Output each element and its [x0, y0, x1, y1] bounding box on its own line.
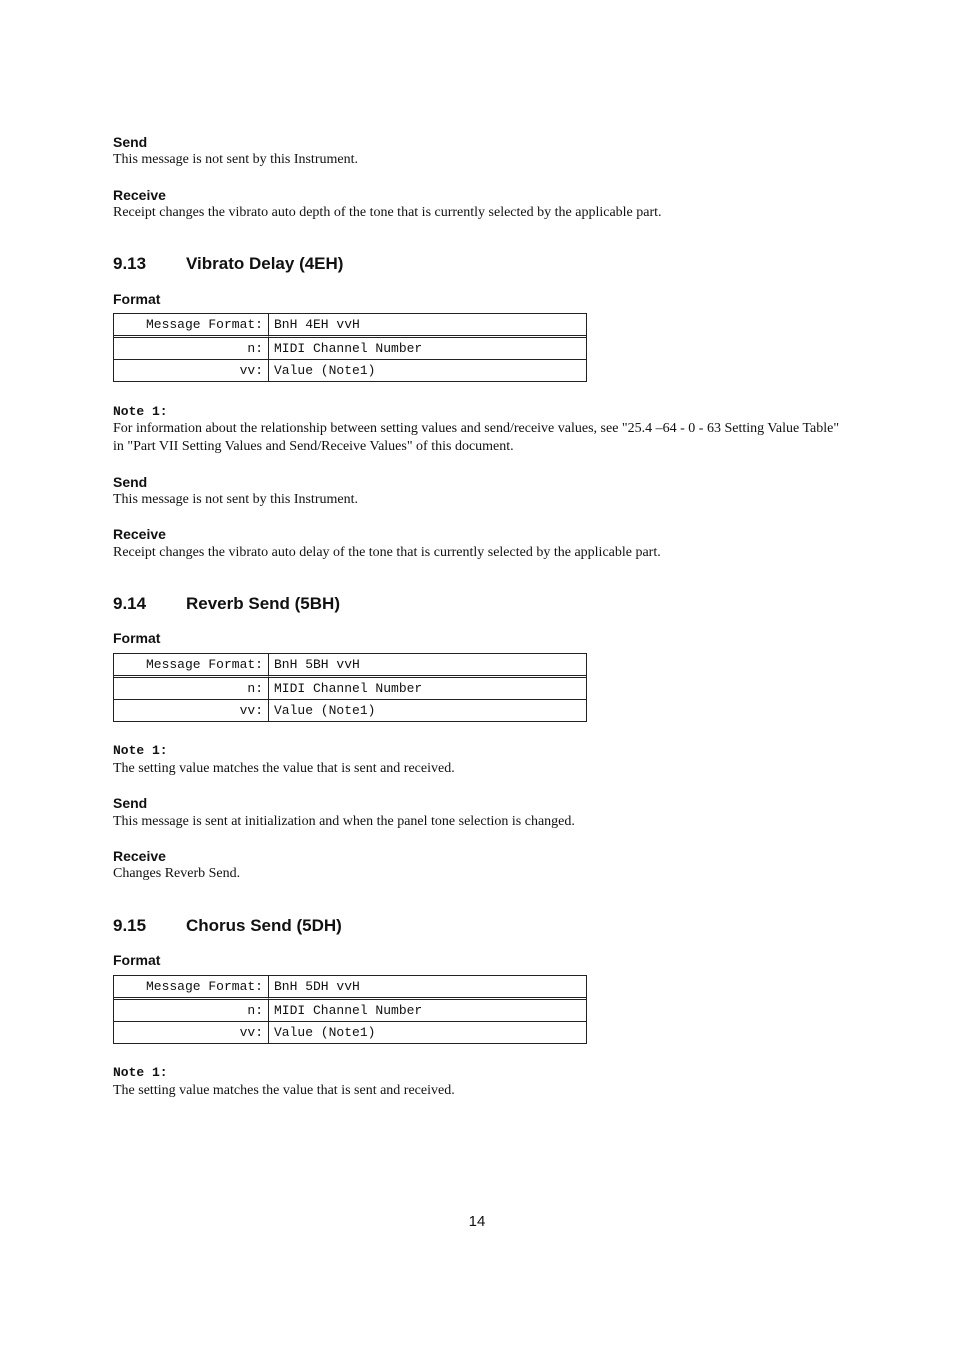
page-number: 14 [468, 1213, 486, 1230]
table-row [114, 700, 586, 721]
receive-text: Changes Reverb Send. [113, 866, 241, 881]
section-number: 9.13 [113, 254, 147, 273]
table-row [114, 338, 586, 360]
send-heading: Send [113, 795, 148, 811]
table-row [114, 976, 586, 1000]
section-title-text: Vibrato Delay (4EH) [186, 254, 344, 273]
note-label: Note 1: [113, 1065, 168, 1080]
field-value: MIDI Channel Number [269, 338, 586, 360]
section-title-9-15 [113, 915, 342, 937]
field-value: Value (Note1) [274, 1025, 376, 1040]
receive-heading: Receive [113, 848, 166, 864]
field-value: BnH 4EH vvH [269, 314, 586, 338]
field-value: Value (Note1) [274, 703, 376, 718]
field-key: Message Format: [114, 976, 269, 1000]
field-key: Message Format: [114, 654, 269, 678]
send-heading: Send [113, 134, 148, 150]
field-key: vv: [114, 360, 269, 381]
format-table-9-14 [113, 653, 587, 722]
field-value: Value (Note1) [274, 363, 376, 378]
field-key: vv: [114, 1022, 269, 1043]
field-key: n: [114, 1000, 269, 1022]
field-value: BnH 5DH vvH [269, 976, 586, 1000]
field-key: n: [114, 678, 269, 700]
send-text: This message is not sent by this Instrument. [113, 492, 358, 507]
section-number: 9.15 [113, 916, 147, 935]
table-row [114, 1000, 586, 1022]
table-row [114, 314, 586, 338]
table-row [114, 654, 586, 678]
receive-heading: Receive [113, 526, 166, 542]
table-row [114, 1022, 586, 1043]
format-heading: Format [113, 952, 161, 968]
field-key: Message Format: [114, 314, 269, 338]
receive-text: Receipt changes the vibrato auto delay of the tone that is currently selected by the applicable part. [113, 545, 661, 560]
note-text: For information about the relationship between setting values and send/receive values, see "25.4 –64 - 0 - 63 Setting Value Table" in "Part VII Setting Values and Send/Receive Values" of this document. [113, 421, 840, 454]
field-value: MIDI Channel Number [269, 678, 586, 700]
receive-heading: Receive [113, 187, 166, 203]
section-title-text: Reverb Send (5BH) [186, 594, 340, 613]
section-title-9-14 [113, 593, 340, 615]
note-text: The setting value matches the value that is sent and received. [113, 761, 455, 776]
table-row [114, 360, 586, 381]
send-text: This message is sent at initialization and when the panel tone selection is changed. [113, 814, 575, 829]
format-heading: Format [113, 291, 161, 307]
note-label: Note 1: [113, 743, 168, 758]
format-heading: Format [113, 630, 161, 646]
format-table-9-15 [113, 975, 587, 1044]
field-key: n: [114, 338, 269, 360]
send-heading: Send [113, 474, 148, 490]
note-text: The setting value matches the value that is sent and received. [113, 1083, 455, 1098]
section-number: 9.14 [113, 594, 147, 613]
field-value: MIDI Channel Number [269, 1000, 586, 1022]
section-title-text: Chorus Send (5DH) [186, 916, 342, 935]
field-value: BnH 5BH vvH [269, 654, 586, 678]
format-table-9-13 [113, 313, 587, 382]
note-label: Note 1: [113, 404, 168, 419]
table-row [114, 678, 586, 700]
send-text: This message is not sent by this Instrument. [113, 152, 358, 167]
receive-text: Receipt changes the vibrato auto depth of the tone that is currently selected by the applicable part. [113, 205, 662, 220]
section-title-9-13 [113, 253, 343, 275]
field-key: vv: [114, 700, 269, 721]
